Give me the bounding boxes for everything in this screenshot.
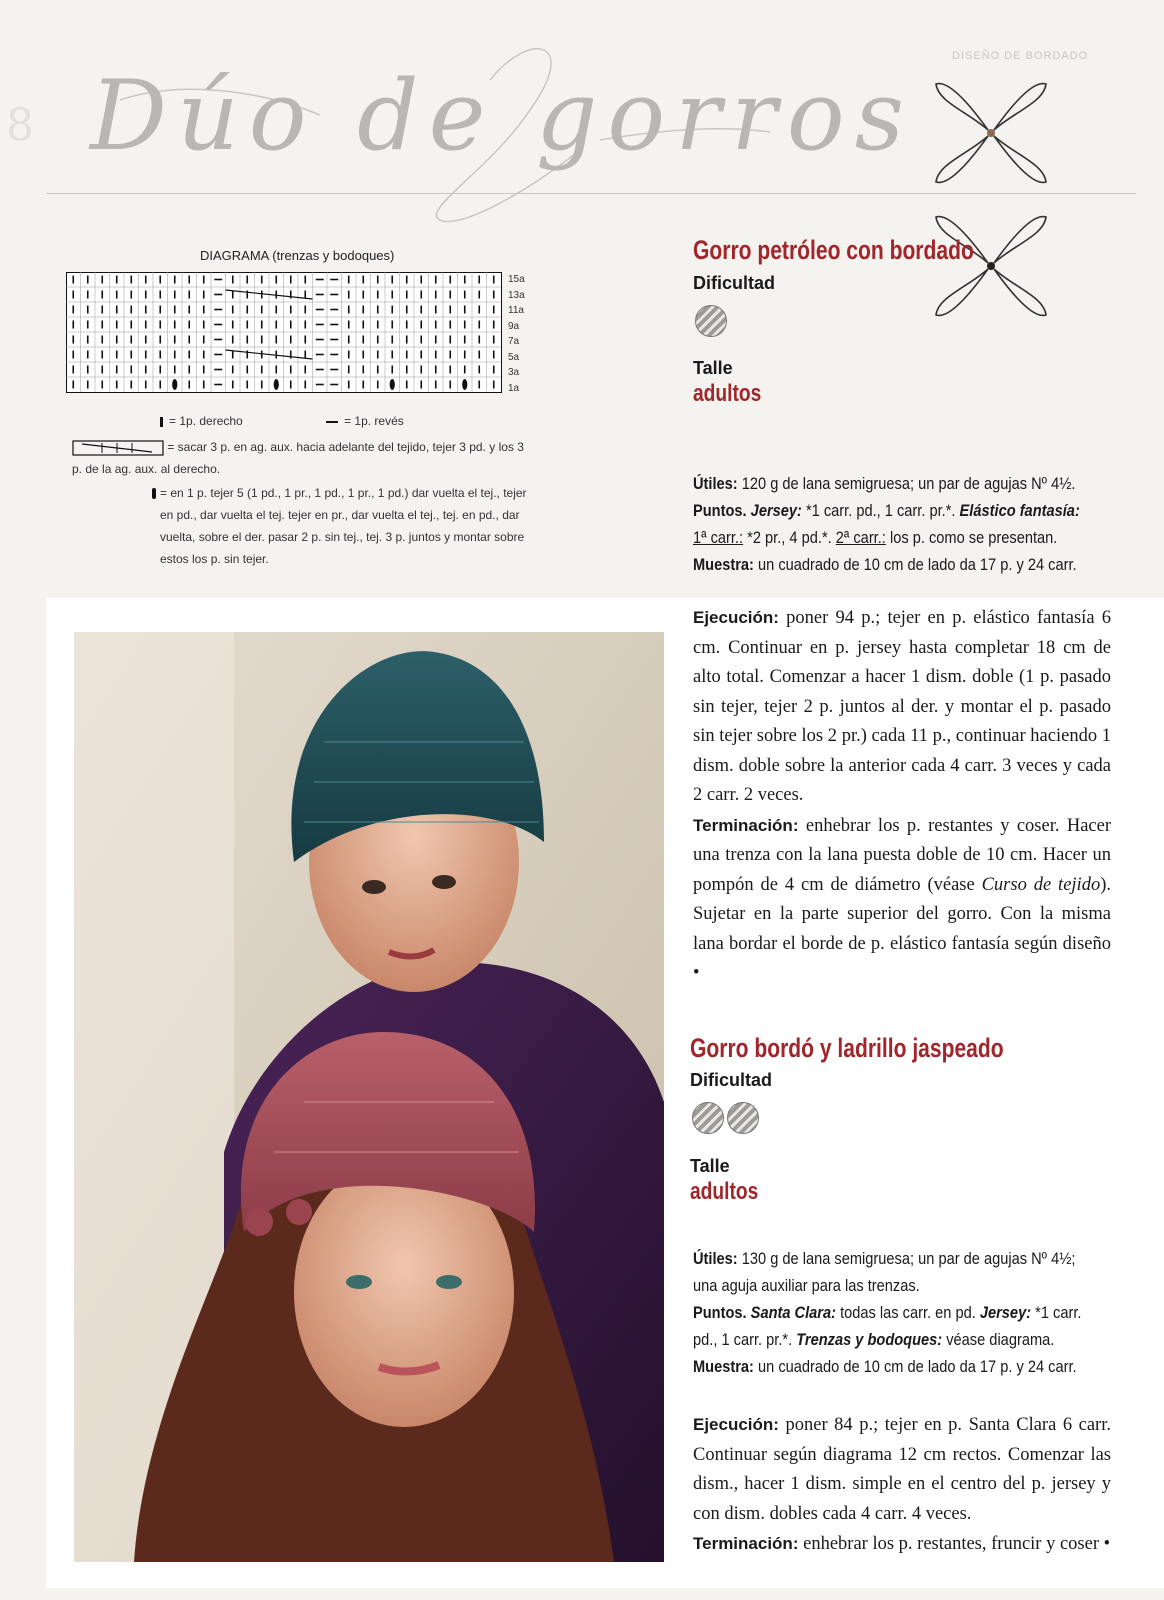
title-rule bbox=[46, 193, 1136, 194]
gorro2-santa-label: Santa Clara: bbox=[750, 1303, 837, 1322]
gorro1-size-value: adultos bbox=[693, 380, 762, 407]
gorro2-trenzas-label: Trenzas y bodoques: bbox=[796, 1330, 943, 1349]
gorro1-ejecucion-text: poner 94 p.; tejer en p. elástico fantasía 6 cm. Continuar en p. jersey hasta completar 18 cm de alto total. Comenzar a hacer 1 dism. doble (1 p. pasado sin tejer, tejer 2 p. juntos al der. y montar el p. pasado sin tejer sobre los 2 pr.) cada 11 p., continuar haciendo 1 dism. doble sobre la anterior cada 4 carr. 3 veces y cada 2 carr. 2 veces. bbox=[693, 608, 1111, 805]
gorro2-muestra-label: Muestra: bbox=[693, 1357, 754, 1376]
gorro1-terminacion-italic: Curso de tejido bbox=[981, 874, 1101, 895]
difficulty-yarn-icon bbox=[695, 305, 727, 337]
gorro1-row1-text: *2 pr., 4 pd.*. bbox=[743, 528, 836, 547]
row-label: 7a bbox=[508, 336, 520, 347]
gorro2-instructions bbox=[693, 1410, 1111, 1560]
gorro2-trenzas-text: véase diagrama. bbox=[942, 1330, 1055, 1349]
gorro1-title: Gorro petróleo con bordado bbox=[693, 235, 974, 265]
row-label: 1a bbox=[508, 382, 520, 394]
row-label: 5a bbox=[508, 351, 520, 363]
difficulty-yarn-icon bbox=[692, 1102, 724, 1134]
gorro2-terminacion-label: Terminación: bbox=[693, 1534, 799, 1553]
gorro2-santa-text: todas las carr. en pd. bbox=[836, 1303, 980, 1322]
gorro2-materials bbox=[693, 1245, 1097, 1380]
bobble-symbol-icon bbox=[152, 488, 156, 499]
gorro1-ejecucion-label: Ejecución: bbox=[693, 608, 779, 627]
gorro2-title: Gorro bordó y ladrillo jaspeado bbox=[690, 1033, 1004, 1063]
row-label: 3a bbox=[508, 367, 520, 378]
page-title: Dúo de gorros bbox=[90, 60, 914, 172]
page-number: 8 bbox=[6, 100, 34, 151]
row-label: 11a bbox=[508, 305, 524, 316]
gorro2-ejecucion-label: Ejecución: bbox=[693, 1415, 779, 1434]
gorro2-utiles-text: 130 g de lana semigruesa; un par de agujas Nº 4½; una aguja auxiliar para las trenzas. bbox=[693, 1249, 1076, 1295]
gorro1-jersey-label: Jersey: bbox=[750, 501, 802, 520]
difficulty-yarn-icon bbox=[727, 1102, 759, 1134]
gorro2-utiles-label: Útiles: bbox=[693, 1249, 738, 1268]
gorro1-elastico-label: Elástico fantasía: bbox=[959, 501, 1080, 520]
gorro1-muestra-text: un cuadrado de 10 cm de lado da 17 p. y 24 carr. bbox=[753, 555, 1077, 574]
knit-symbol-icon bbox=[160, 417, 163, 427]
gorro1-difficulty-label: Dificultad bbox=[693, 273, 776, 293]
diagram-legend bbox=[72, 410, 532, 570]
chart-row-labels bbox=[508, 272, 525, 396]
gorro2-size-label: Talle bbox=[690, 1156, 730, 1176]
gorro1-row2-label: 2ª carr.: bbox=[835, 528, 886, 547]
gorro2-muestra-text: un cuadrado de 10 cm de lado da 17 p. y 24 carr. bbox=[753, 1357, 1077, 1376]
gorro1-materials bbox=[693, 470, 1132, 578]
gorro2-size-value: adultos bbox=[690, 1178, 759, 1205]
row-label: 13a bbox=[508, 289, 525, 301]
gorro1-jersey-text: *1 carr. pd., 1 carr. pr.*. bbox=[801, 501, 960, 520]
gorro1-utiles-label: Útiles: bbox=[693, 474, 738, 493]
section-label: DISEÑO DE BORDADO bbox=[952, 50, 1089, 62]
gorro1-puntos-label: Puntos. bbox=[693, 501, 747, 520]
gorro2-puntos-label: Puntos. bbox=[693, 1303, 747, 1322]
legend-knit: = 1p. derecho bbox=[169, 414, 243, 428]
gorro2-ejecucion-text: poner 84 p.; tejer en p. Santa Clara 6 carr. Continuar según diagrama 12 cm rectos. Comenzar las dism., hacer 1 dism. simple en el centro del p. jersey y con dism. dobles cada 4 carr. 4 veces. bbox=[693, 1415, 1111, 1524]
models-photo bbox=[74, 632, 664, 1562]
row-label: 15a bbox=[508, 274, 525, 285]
gorro2-jersey-label: Jersey: bbox=[979, 1303, 1032, 1322]
embroidery-motif-1 bbox=[928, 72, 1058, 192]
legend-bobble: = en 1 p. tejer 5 (1 pd., 1 pr., 1 pd., 1 pr., 1 pd.) dar vuelta el tej., tejer en pd., dar vuelta el tej. tejer en pr., dar vuelta el tej., tej. en pd., dar vuelta, sobre el der. pasar 2 p. sin tej., tej. 3 p. juntos y montar sobre estos los p. sin tejer. bbox=[160, 486, 527, 566]
gorro1-utiles-text: 120 g de lana semigruesa; un par de agujas Nº 4½. bbox=[737, 474, 1076, 493]
row-label: 9a bbox=[508, 320, 520, 332]
gorro2-jersey-text: *1 carr. pd., 1 carr. pr.*. bbox=[693, 1303, 1082, 1349]
legend-cable: = sacar 3 p. en ag. aux. hacia adelante del tejido, tejer 3 pd. y los 3 p. de la ag. aux. al derecho. bbox=[72, 440, 524, 476]
cable-symbol-icon bbox=[72, 440, 164, 456]
purl-symbol-icon bbox=[326, 421, 338, 423]
gorro1-terminacion-text-a: enhebrar los p. restantes y coser. Hacer una trenza con la lana puesta doble de 10 cm. Hacer un pompón de 4 cm de diámetro (véase bbox=[693, 815, 1111, 895]
gorro1-row2-text: los p. como se presentan. bbox=[885, 528, 1058, 547]
legend-purl: = 1p. revés bbox=[344, 414, 404, 428]
gorro1-instructions bbox=[693, 603, 1111, 989]
gorro1-muestra-label: Muestra: bbox=[693, 555, 754, 574]
gorro2-difficulty-label: Dificultad bbox=[690, 1070, 773, 1090]
gorro1-size-label: Talle bbox=[693, 358, 733, 378]
gorro1-terminacion-label: Terminación: bbox=[693, 815, 799, 835]
gorro1-row1-label: 1ª carr.: bbox=[693, 528, 744, 547]
knitting-chart bbox=[66, 272, 504, 394]
diagram-title: DIAGRAMA (trenzas y bodoques) bbox=[200, 248, 395, 263]
gorro1-terminacion-text-b: ). Sujetar en la parte superior del gorro. Con la misma lana bordar el borde de p. elástico fantasía según diseño • bbox=[693, 874, 1111, 983]
gorro2-terminacion-text: enhebrar los p. restantes, fruncir y coser • bbox=[798, 1534, 1111, 1554]
